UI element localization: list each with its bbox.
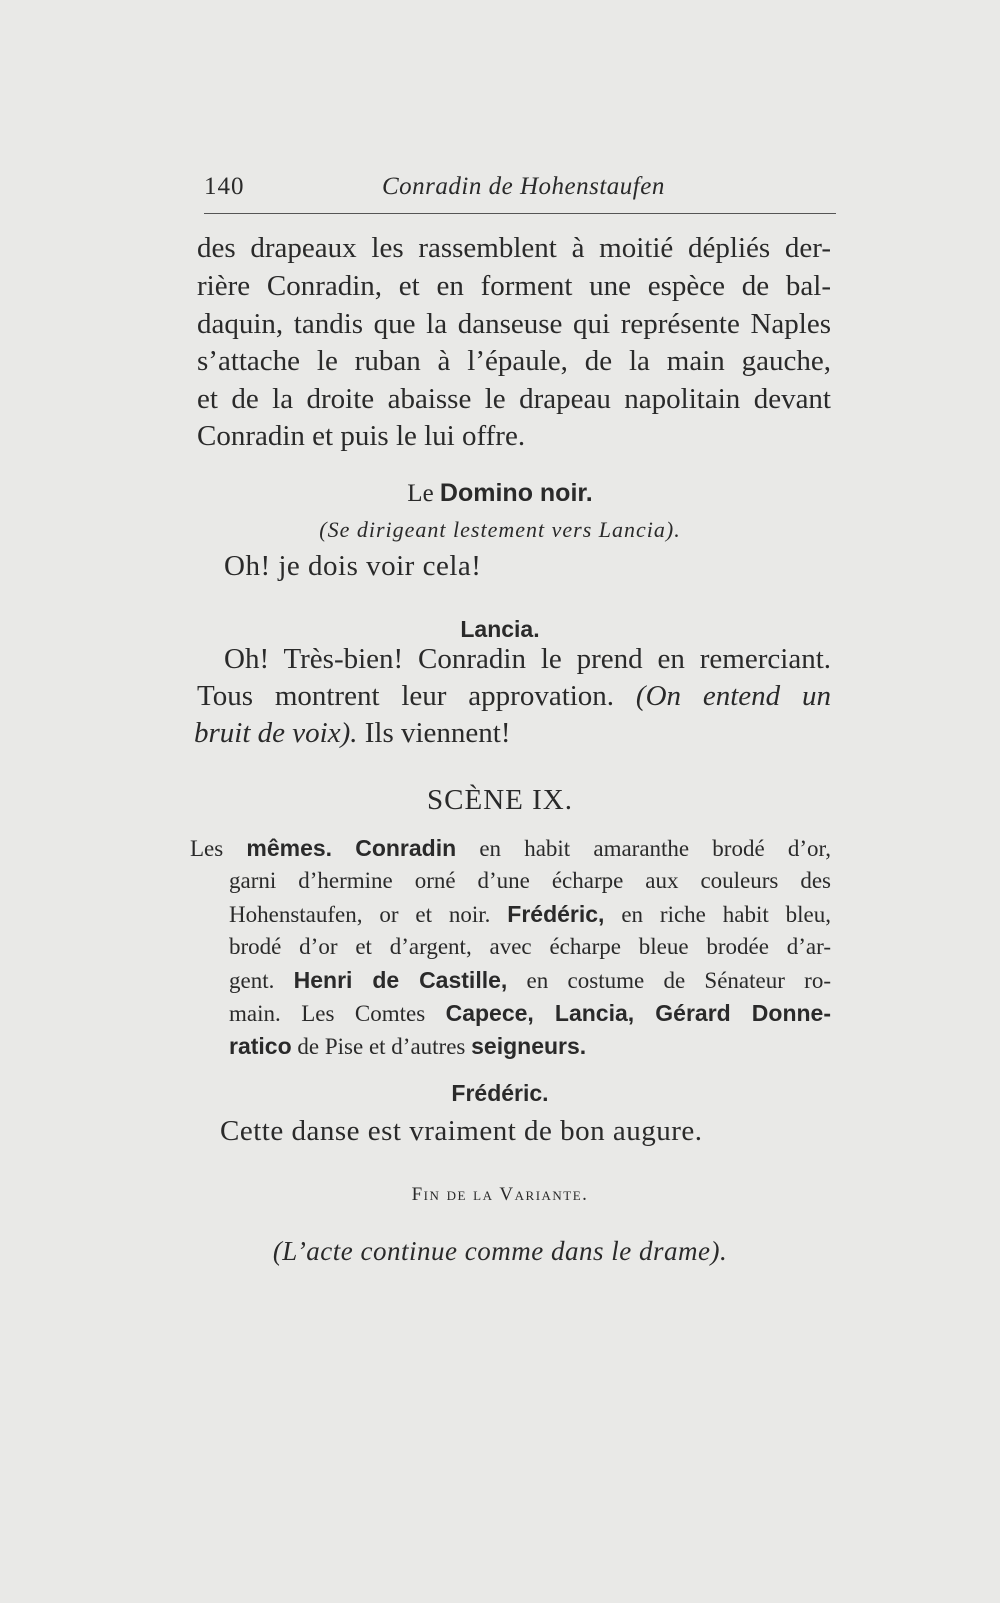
character-name: Frédéric, [507, 901, 605, 927]
cast-text: en costume de Sénateur ro- [507, 968, 831, 993]
dialogue-line: Oh! je dois voir cela! [224, 550, 482, 582]
character-name: Henri de Castille, [293, 967, 508, 993]
closing-note: (L’acte continue comme dans le drame). [272, 1236, 728, 1266]
paragraph-line: rière Conradin, et en forment une espèce de bal- [197, 270, 831, 302]
cast-line [229, 931, 831, 963]
character-name: seigneurs. [471, 1033, 587, 1059]
cast-text: en habit amaranthe brodé d’or, [456, 836, 831, 861]
speaker-name: Frédéric. [451, 1080, 549, 1106]
character-name: Conradin [355, 835, 457, 861]
stage-direction: bruit de voix). [194, 717, 358, 749]
cast-text: Les [190, 836, 247, 861]
scene-title: SCÈNE IX. [427, 784, 573, 816]
speaker-prefix: Le [407, 480, 440, 507]
cast-line [229, 898, 831, 931]
dialogue-line: Oh! Très-bien! Conradin le prend en remerciant. [224, 643, 831, 675]
paragraph-line: des drapeaux les rassemblent à moitié dépliés der- [197, 232, 831, 264]
cast-line [229, 997, 831, 1030]
running-title: Conradin de Hohenstaufen [382, 173, 665, 200]
cast-text: en riche habit bleu, [604, 902, 831, 927]
speaker-heading [0, 479, 1000, 508]
speaker-name: Lancia. [460, 616, 540, 642]
stage-direction: (On entend un [635, 680, 831, 712]
cast-line [229, 964, 831, 997]
cast-text [332, 836, 355, 861]
header-rule [204, 213, 836, 214]
stage-direction: (Se dirigeant lestement vers Lancia). [319, 517, 681, 542]
paragraph-line: s’attache le ruban à l’épaule, de la main gauche, [197, 345, 831, 377]
cast-text: gent. [229, 968, 294, 993]
cast-text: main. Les Comtes [229, 1001, 446, 1026]
character-name: ratico [229, 1033, 292, 1059]
paragraph-line: Conradin et puis le lui offre. [197, 420, 526, 452]
cast-text: de Pise et d’autres [291, 1034, 472, 1059]
dialogue-line [197, 678, 831, 714]
dialogue-text: Tous montrent leur approvation. [197, 680, 615, 712]
dialogue-text: Ils viennent! [357, 717, 511, 749]
dialogue-line: Cette danse est vraiment de bon augure. [220, 1115, 703, 1147]
paragraph-line: et de la droite abaisse le drapeau napolitain devant [197, 383, 831, 415]
cast-text: Hohenstaufen, or et noir. [229, 902, 508, 927]
cast-text: brodé d’or et d’argent, avec écharpe bleue brodée d’ar- [229, 934, 831, 959]
character-name: mêmes. [246, 835, 333, 861]
cast-line [190, 832, 831, 865]
page-number: 140 [204, 173, 245, 200]
running-header [204, 173, 836, 213]
end-of-variant: Fin de la Variante. [411, 1184, 589, 1205]
cast-line [229, 865, 831, 897]
character-name: Capece, Lancia, Gérard Donne- [445, 1000, 831, 1026]
paragraph-line: daquin, tandis que la danseuse qui représente Naples [197, 308, 831, 340]
cast-text: garni d’hermine orné d’une écharpe aux couleurs des [229, 868, 831, 893]
cast-line [229, 1030, 831, 1063]
speaker-name: Domino noir. [439, 479, 593, 507]
dialogue-line [194, 715, 511, 751]
